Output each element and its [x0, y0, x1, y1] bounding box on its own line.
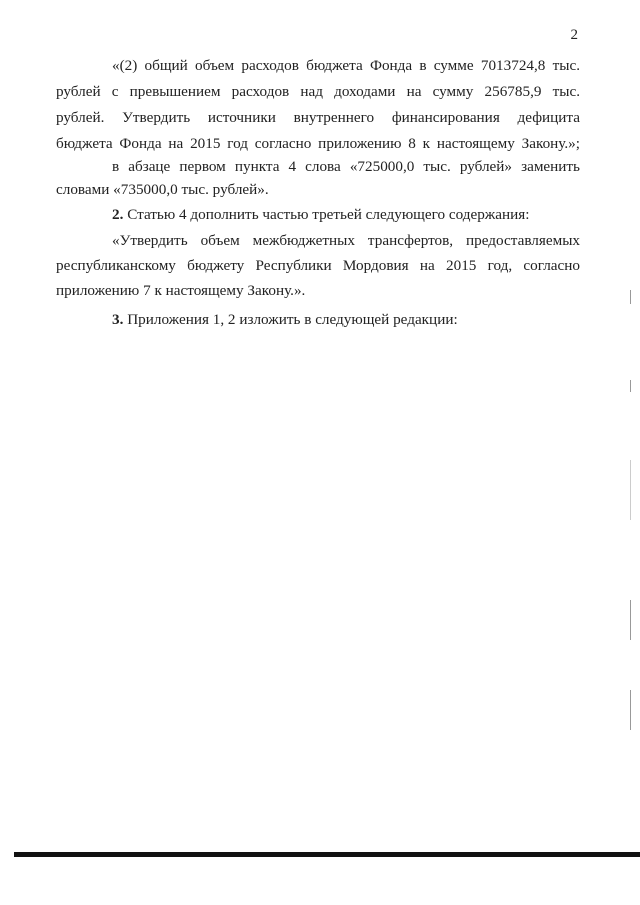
paragraph-line: республиканскому бюджету Республики Мордовия на 2015 год, согласно	[56, 257, 580, 274]
paragraph-line: бюджета Фонда на 2015 год согласно приложению 8 к настоящему Закону.»;	[56, 135, 580, 152]
item-2-number: 2.	[112, 206, 124, 223]
page-number: 2	[570, 27, 578, 43]
scan-artifact	[630, 460, 631, 520]
item-3-number: 3.	[112, 311, 124, 328]
scan-artifact	[630, 690, 631, 730]
item-2-text: Статью 4 дополнить частью третьей следующего содержания:	[123, 206, 530, 223]
scan-artifact	[630, 380, 631, 392]
item-3-text: Приложения 1, 2 изложить в следующей редакции:	[123, 311, 458, 328]
paragraph-line: приложению 7 к настоящему Закону.».	[56, 282, 306, 299]
paragraph-line: «Утвердить объем межбюджетных трансфертов, предоставляемых	[112, 232, 580, 249]
item-2-heading	[112, 205, 580, 225]
paragraph-line: в абзаце первом пункта 4 слова «725000,0 тыс. рублей» заменить	[112, 158, 580, 175]
paragraph-line: словами «735000,0 тыс. рублей».	[56, 181, 269, 198]
scan-artifact	[630, 290, 631, 304]
paragraph-line: «(2) общий объем расходов бюджета Фонда в сумме 7013724,8 тыс.	[112, 57, 580, 74]
scan-border-bar	[14, 852, 640, 857]
item-3-heading	[112, 310, 580, 330]
paragraph-line: рублей с превышением расходов над доходами на сумму 256785,9 тыс.	[56, 83, 580, 100]
paragraph-line: рублей. Утвердить источники внутреннего финансирования дефицита	[56, 109, 580, 126]
scan-artifact	[630, 600, 631, 640]
